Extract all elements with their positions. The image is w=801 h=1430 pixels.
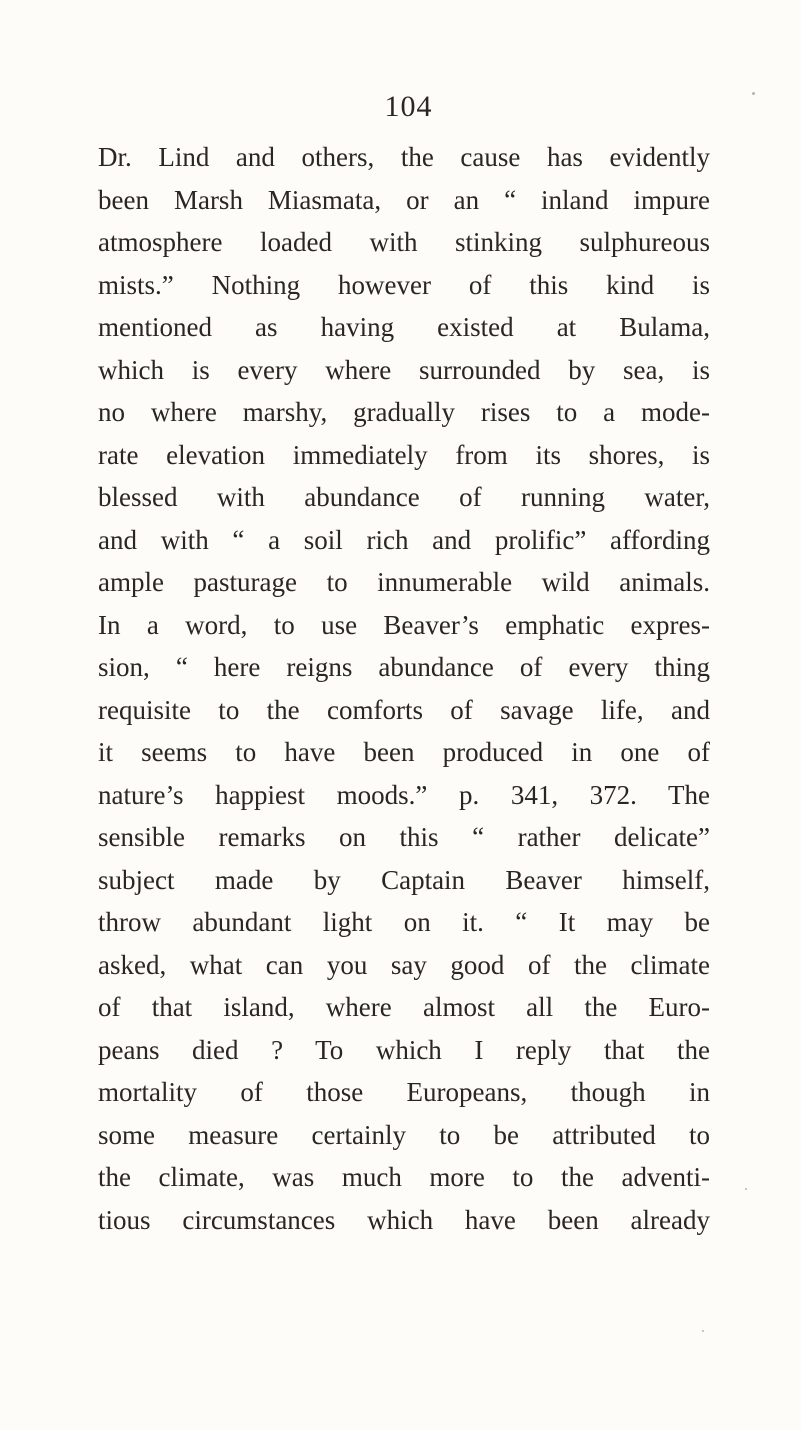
text-line: requisite to the comforts of savage life, and — [98, 694, 710, 725]
text-line: blessed with abundance of running water, — [98, 482, 710, 512]
text-line: mentioned as having existed at Bulama, — [98, 312, 710, 342]
paper-speck — [745, 1188, 747, 1190]
text-line: been Marsh Miasmata, or an “ inland impure — [98, 184, 710, 215]
text-line: which is every where surrounded by sea, is — [98, 354, 710, 385]
text-line: asked, what can you say good of the climate — [98, 949, 710, 980]
text-line: peans died ? To which I reply that the — [98, 1034, 710, 1065]
text-line: and with “ a soil rich and prolific” affording — [98, 524, 710, 555]
text-line: of that island, where almost all the Euro- — [98, 992, 710, 1022]
text-line: some measure certainly to be attributed to — [98, 1119, 710, 1150]
text-line: mists.” Nothing however of this kind is — [98, 269, 710, 300]
text-line: sensible remarks on this “ rather delicate” — [98, 822, 710, 852]
paper-speck — [752, 92, 755, 95]
text-line: throw abundant light on it. “ It may be — [98, 907, 710, 937]
text-line: tious circumstances which have been already — [98, 1204, 710, 1235]
text-line: nature’s happiest moods.” p. 341, 372. The — [98, 779, 710, 810]
body-text — [98, 136, 710, 1241]
text-line: subject made by Captain Beaver himself, — [98, 864, 710, 895]
text-line: In a word, to use Beaver’s emphatic expres- — [98, 609, 710, 640]
text-line: it seems to have been produced in one of — [98, 737, 710, 767]
paper-speck — [702, 1330, 704, 1332]
text-line: no where marshy, gradually rises to a mode- — [98, 397, 710, 427]
page-number: 104 — [384, 90, 433, 123]
text-line: ample pasturage to innumerable wild animals. — [98, 567, 710, 597]
text-line: Dr. Lind and others, the cause has evidently — [98, 142, 710, 172]
text-line: mortality of those Europeans, though in — [98, 1077, 710, 1107]
text-line: rate elevation immediately from its shores, is — [98, 439, 710, 470]
text-line: the climate, was much more to the adventi- — [98, 1162, 710, 1192]
text-line: atmosphere loaded with stinking sulphureous — [98, 227, 710, 257]
text-line: sion, “ here reigns abundance of every thing — [98, 652, 710, 682]
